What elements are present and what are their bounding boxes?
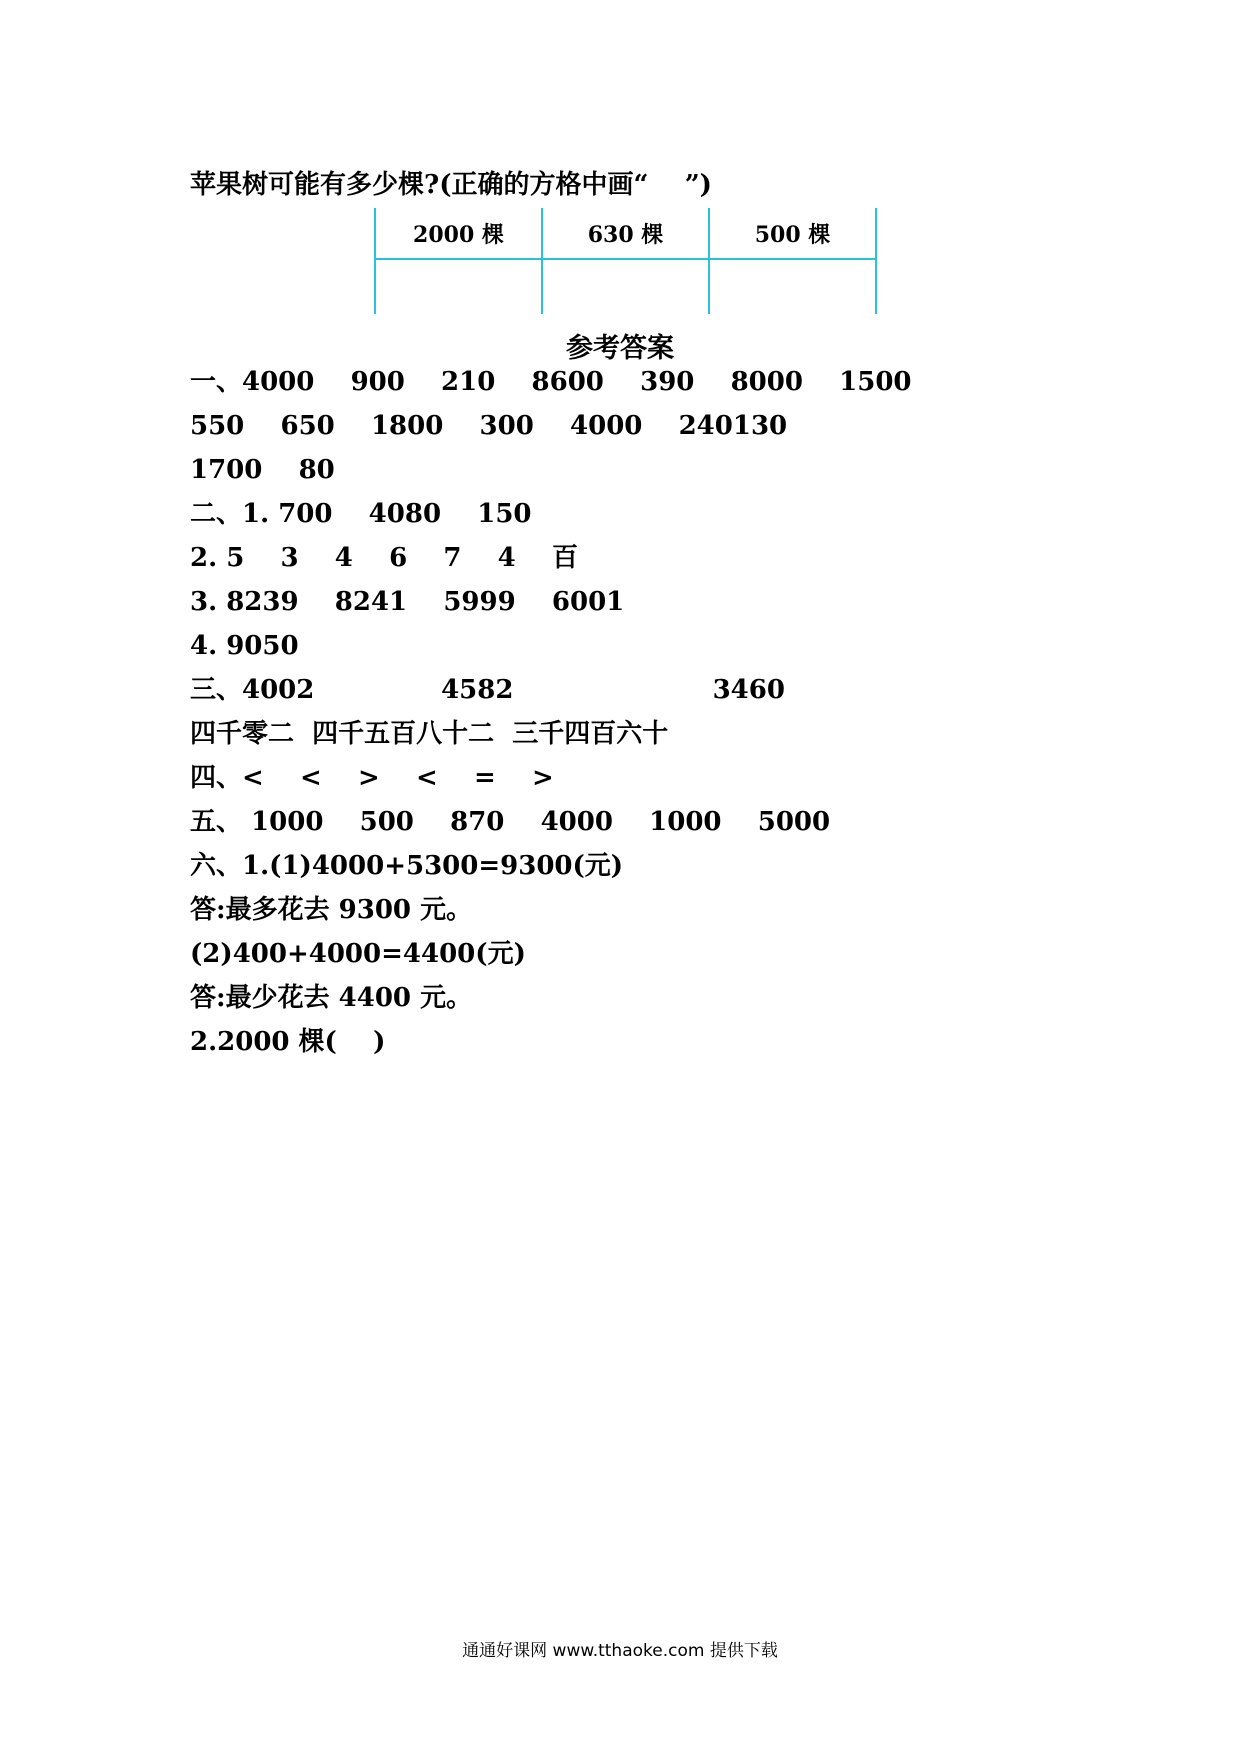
answer-line: 550 650 1800 300 4000 240130 (190, 411, 788, 441)
question-text: 苹果树可能有多少棵?(正确的方格中画“ ”) (190, 170, 712, 200)
answer-line: 答:最少花去 4400 元。 (190, 983, 473, 1013)
answer-line: 六、1.(1)4000+5300=9300(元) (190, 851, 624, 881)
answer-line: 2.2000 棵( ) (190, 1027, 386, 1057)
choice-header: 2000 棵 (375, 208, 542, 259)
answer-line: (2)400+4000=4400(元) (190, 939, 526, 969)
choice-header: 630 棵 (542, 208, 709, 259)
answer-line: 4. 9050 (190, 631, 299, 661)
choice-blank-cell (375, 259, 542, 314)
answer-line: 3. 8239 8241 5999 6001 (190, 587, 625, 617)
answer-line: 1700 80 (190, 455, 335, 485)
choice-header: 500 棵 (709, 208, 876, 259)
answer-line: 一、4000 900 210 8600 390 8000 1500 (190, 367, 912, 397)
answer-line: 答:最多花去 9300 元。 (190, 895, 473, 925)
answer-line: 四、< < > < = > (190, 763, 554, 793)
choice-blank-cell (542, 259, 709, 314)
choice-blank-cell (709, 259, 876, 314)
footer-text: 通通好课网 www.tthaoke.com 提供下载 (462, 1641, 778, 1661)
answer-line: 五、 1000 500 870 4000 1000 5000 (190, 807, 831, 837)
answer-choice-table (374, 208, 877, 314)
answer-line: 二、1. 700 4080 150 (190, 499, 532, 529)
answer-line: 三、4002 4582 3460 (190, 675, 785, 705)
answers-title: 参考答案 (566, 333, 674, 364)
answer-line: 四千零二 四千五百八十二 三千四百六十 (190, 719, 669, 749)
answer-line: 2. 5 3 4 6 7 4 百 (190, 543, 578, 573)
